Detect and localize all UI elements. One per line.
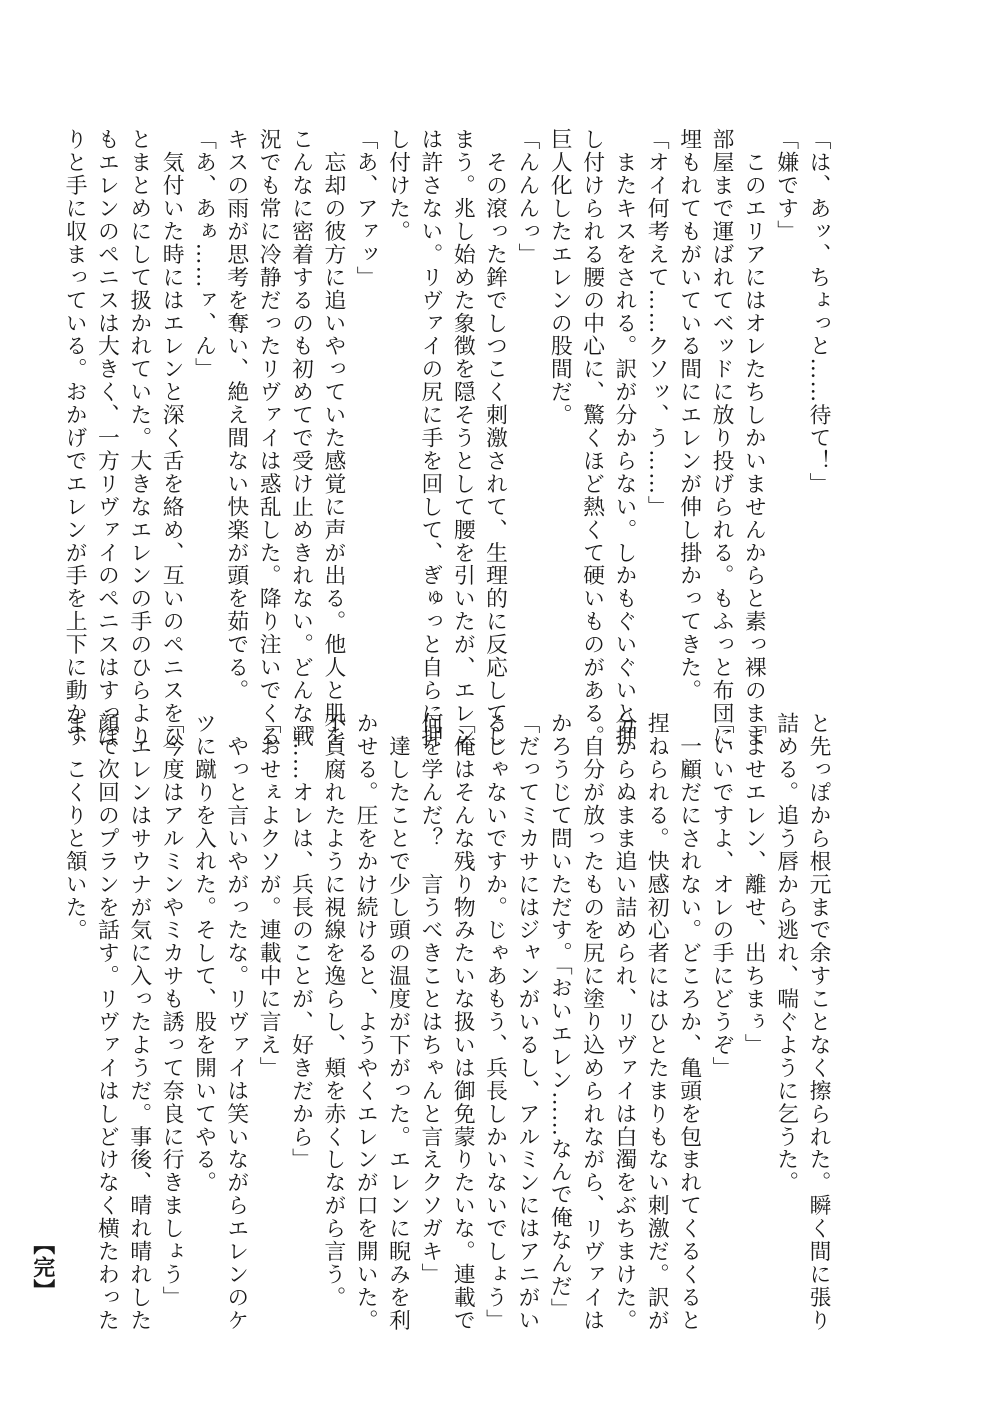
upper-text-line-9: 巨人化したエレンの股間だ。 [547,128,573,427]
lower-text-line-13: 何を学んだ？ 言うべきことはちゃんと言えクソガキ」 [417,712,443,1286]
lower-text-line-23: 顔で次回のプランを話す。リヴァイはしどけなく横たわった [94,712,120,1332]
lower-text-line-20: ツに蹴りを入れた。そして、股を開いてやる。 [191,712,217,1194]
upper-text-line-15: 「あ、アァッ」 [353,128,379,289]
upper-text-line-7: またキスをされる。訳が分からない。しかもぐいぐいと押 [611,128,637,748]
upper-text-line-17: こんなに密着するのも初めてで受け止めきれない。どんな戦 [288,128,314,748]
lower-text-line-17: 「……オレは、兵長のことが、好きだから」 [288,712,314,1171]
lower-text-line-19: やっと言いやがったな。リヴァイは笑いながらエレンのケ [223,712,249,1332]
upper-text-line-8: し付けられる腰の中心に、驚くほど熱くて硬いものがある。 [579,128,605,748]
upper-text-line-19: キスの雨が思考を奪い、絶え間ない快楽が頭を茹でる。 [223,128,249,702]
lower-text-line-18: 「おせぇよクソが。連載中に言え」 [256,712,282,1080]
upper-text-line-1: 「は、あッ、ちょっと……待て！」 [806,128,831,496]
lower-text-line-5: 一顧だにされない。どころか、亀頭を包まれてくるくると [676,712,702,1332]
lower-text-block [25,712,834,1332]
upper-text-line-13: は許さない。リヴァイの尻に手を回して、ぎゅっと自らに押 [417,128,443,748]
lower-text-line-1: と先っぽから根元まで余すことなく擦られた。瞬く間に張り [806,712,831,1332]
lower-text-line-9: かろうじて問いただす。「おいエレン……なんで俺なんだ」 [547,712,573,1321]
upper-text-line-24: りと手に収まっている。おかげでエレンが手を上下に動かす [62,128,88,748]
upper-text-line-6: 「オイ何考えて……クソッ、う……」 [644,128,670,519]
upper-text-line-16: 忘却の彼方に追いやっていた感覚に声が出る。他人と肌を [320,128,346,748]
lower-text-line-14: 達したことで少し頭の温度が下がった。エレンに睨みを利 [385,712,411,1332]
upper-text-line-20: 「あ、あぁ……ァ、ん」 [191,128,217,381]
upper-text-block [58,128,834,748]
lower-text-line-16: 不貞腐れたように視線を逸らし、頬を赤くしながら言う。 [320,712,346,1309]
lower-text-line-10: 「だってミカサにはジャンがいるし、アルミンにはアニがい [514,712,540,1332]
lower-text-line-21: 「今度はアルミンやミカサも誘って奈良に行きましょう」 [159,712,185,1309]
lower-text-line-15: かせる。圧をかけ続けると、ようやくエレンが口を開いた。 [353,712,379,1332]
lower-text-line-7: 分からぬまま追い詰められ、リヴァイは白濁をぶちまけた。 [611,712,637,1332]
lower-text-line-4: 「いいですよ、オレの手にどうぞ」 [708,712,734,1080]
upper-text-line-3: このエリアにはオレたちしかいませんからと素っ裸のまま [741,128,767,748]
upper-text-line-10: 「んんんっ」 [514,128,540,266]
upper-text-line-21: 気付いた時にはエレンと深く舌を絡め、互いのペニスをひ [159,128,185,748]
lower-text-line-22: エレンはサウナが気に入ったようだ。事後、晴れ晴れした [126,712,152,1332]
lower-text-line-24: ま、こくりと頷いた。 [62,712,88,942]
upper-text-line-14: し付けた。 [385,128,411,243]
upper-text-line-22: とまとめにして扱かれていた。大きなエレンの手のひらより [126,128,152,748]
lower-text-line-3: 「よせエレン、離せ、出ちまぅ」 [741,712,767,1057]
end-mark: 【完】 [29,1233,55,1302]
upper-text-line-23: もエレンのペニスは大きく、一方リヴァイのペニスはすっぽ [94,128,120,748]
upper-text-line-2: 「嫌です」 [773,128,799,243]
upper-text-line-18: 況でも常に冷静だったリヴァイは惑乱した。降り注いでくる [256,128,282,748]
lower-text-line-12: 「俺はそんな残り物みたいな扱いは御免蒙りたいな。連載で [450,712,476,1332]
lower-text-line-8: 自分が放ったものを尻に塗り込められながら、リヴァイは [579,712,605,1332]
lower-text-line-2: 詰める。追う唇から逃れ、喘ぐように乞うた。 [773,712,799,1194]
upper-text-line-12: まう。兆し始めた象徴を隠そうとして腰を引いたが、エレン [450,128,476,748]
upper-text-line-5: 埋もれてもがいている間にエレンが伸し掛かってきた。 [676,128,702,702]
lower-text-line-11: るじゃないですか。じゃあもう、兵長しかいないでしょう」 [482,712,508,1332]
upper-text-line-4: 部屋まで運ばれてベッドに放り投げられる。もふっと布団に [708,128,734,748]
lower-text-line-6: 捏ねられる。快感初心者にはひとたまりもない刺激だ。訳が [644,712,670,1332]
upper-text-line-11: その滾った鉾でしつこく刺激されて、生理的に反応してし [482,128,508,748]
